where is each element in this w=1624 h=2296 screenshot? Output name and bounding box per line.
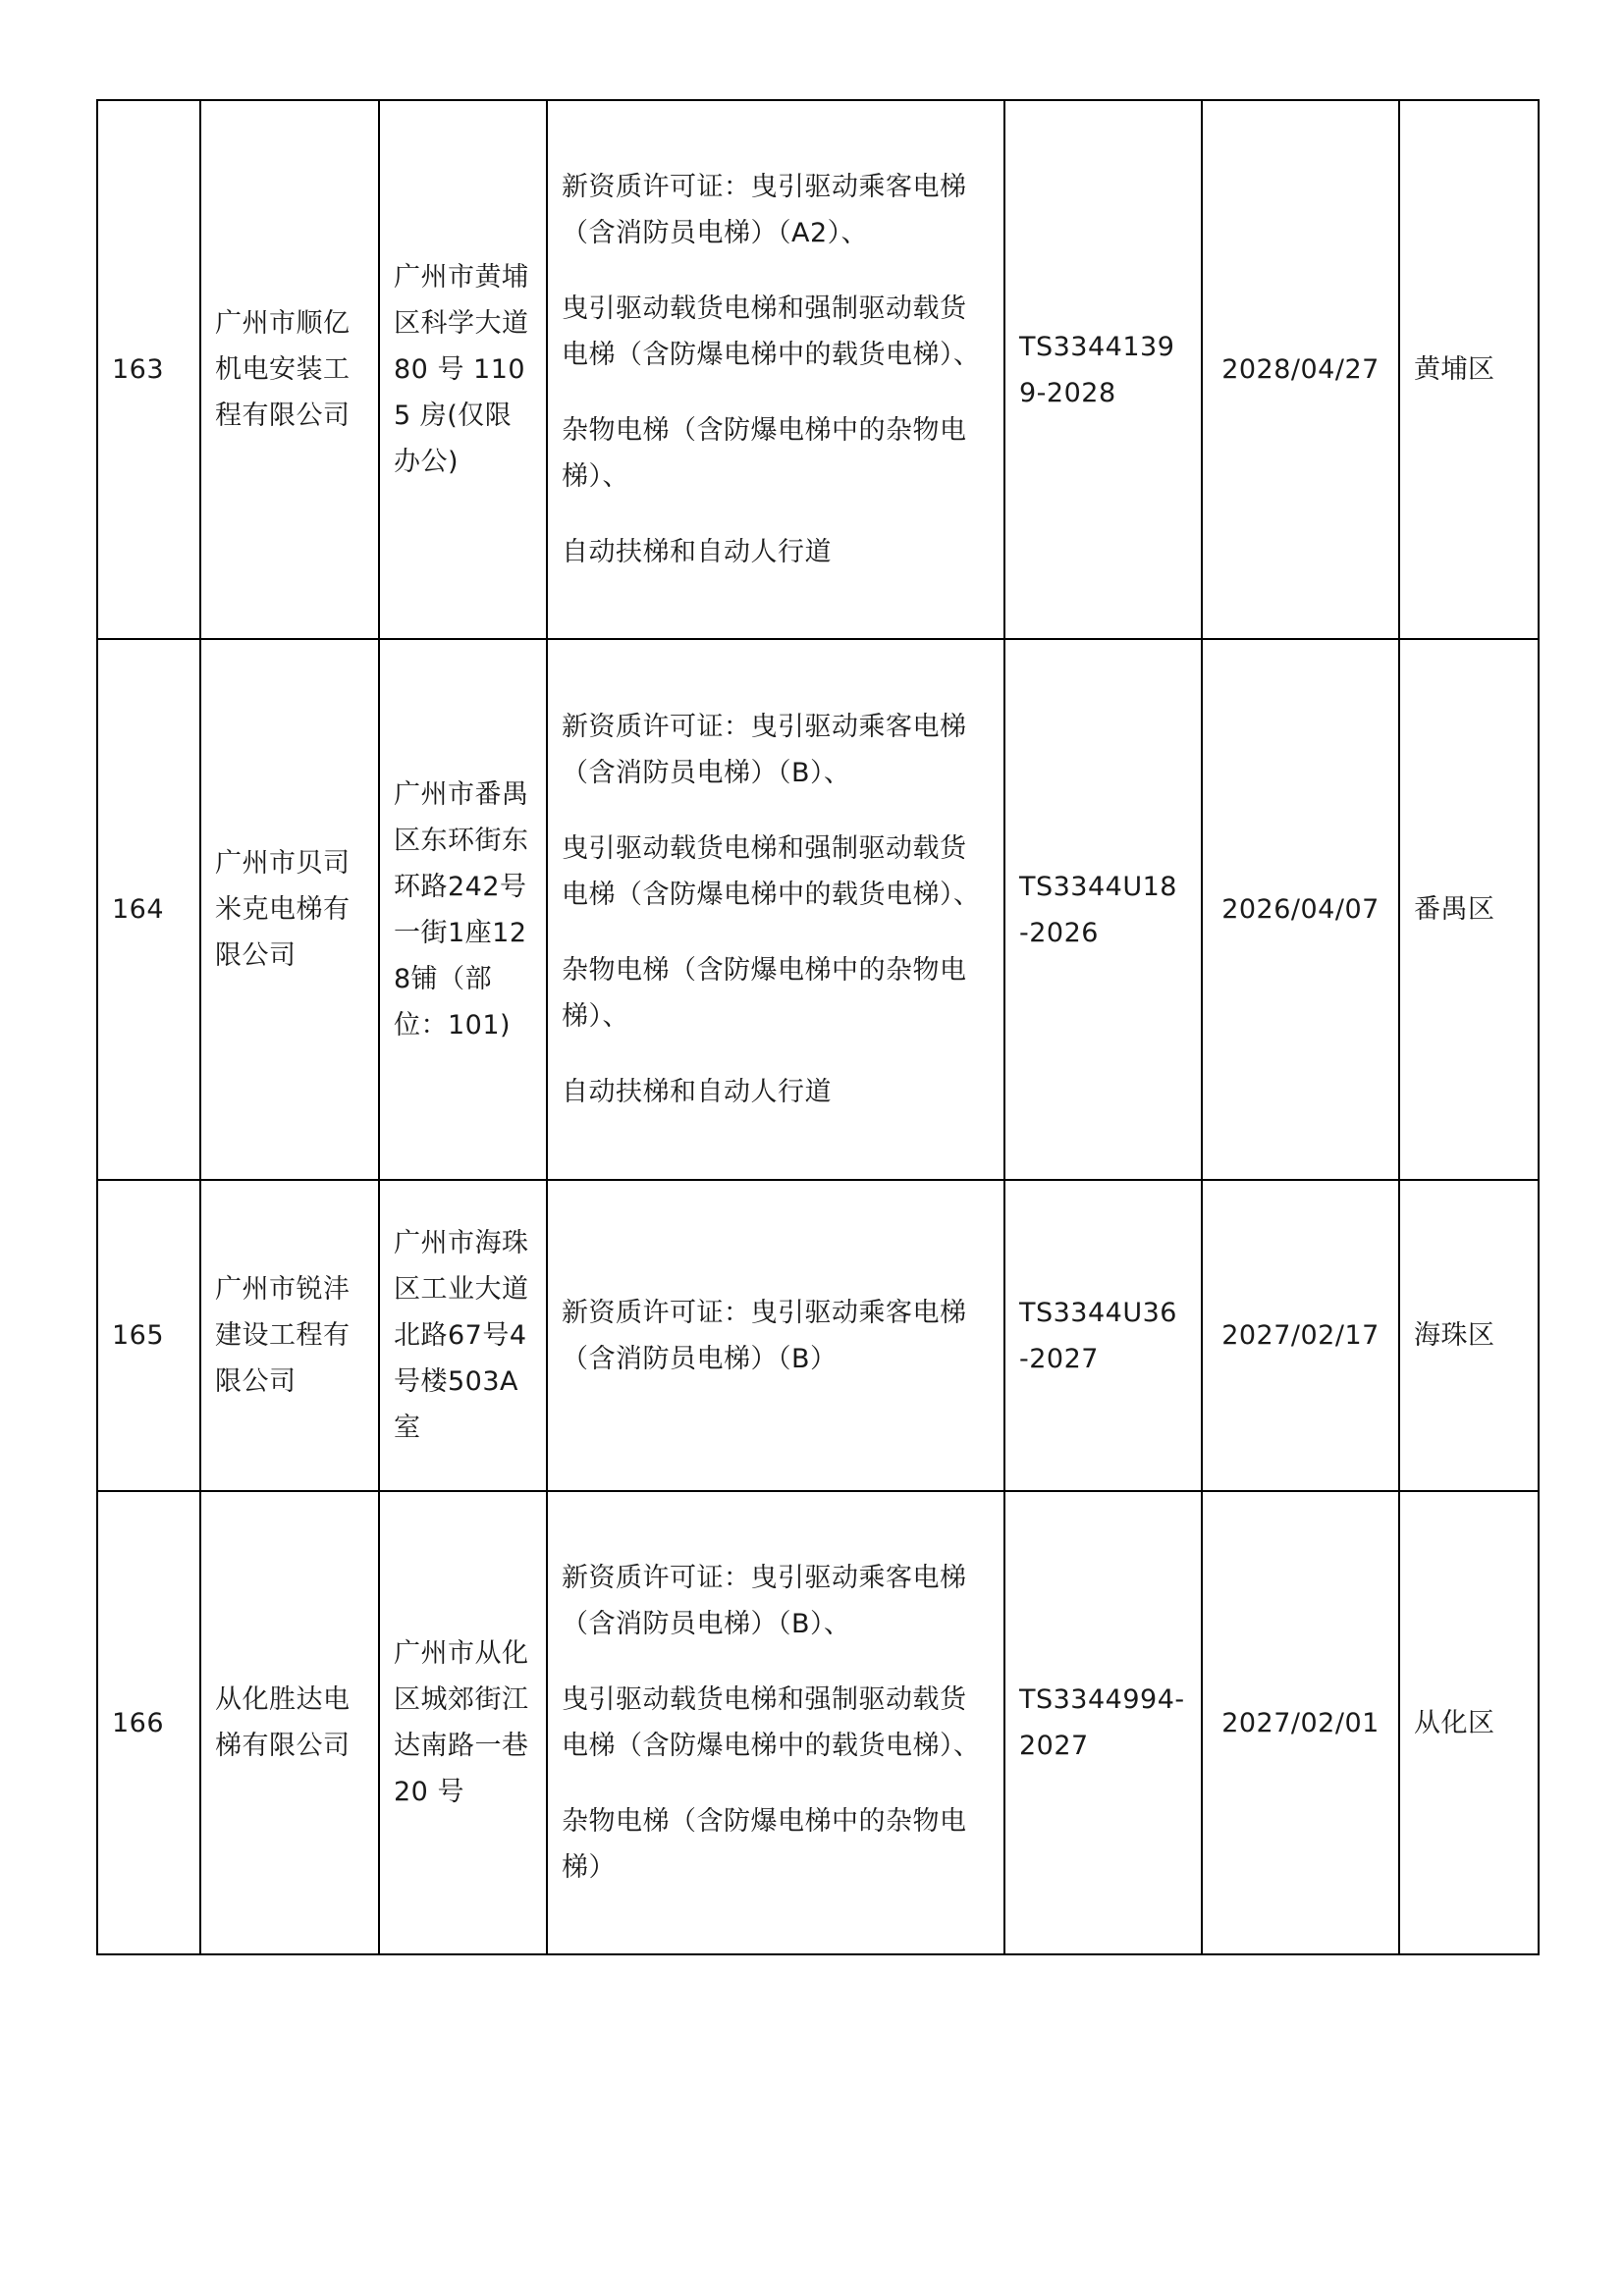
certificate-number: TS33441399-2028	[1004, 100, 1202, 639]
scope-item: 曳引驱动载货电梯和强制驱动载货电梯（含防爆电梯中的载货电梯）、	[562, 833, 981, 910]
scope-item: 杂物电梯（含防爆电梯中的杂物电梯）、	[562, 415, 967, 492]
row-number: 164	[97, 639, 200, 1180]
company-address: 广州市从化区城郊街江达南路一巷 20 号	[379, 1491, 547, 1954]
table-row	[97, 639, 1539, 1180]
company-name: 广州市贝司米克电梯有限公司	[200, 639, 379, 1180]
scope-item: 自动扶梯和自动人行道	[562, 1077, 832, 1107]
license-scope	[547, 639, 1004, 1180]
table-row	[97, 1180, 1539, 1491]
certificate-number: TS3344994-2027	[1004, 1491, 1202, 1954]
company-name: 广州市顺亿机电安装工程有限公司	[200, 100, 379, 639]
scope-item: 曳引驱动载货电梯和强制驱动载货电梯（含防爆电梯中的载货电梯）、	[562, 294, 981, 370]
scope-item: 曳引驱动载货电梯和强制驱动载货电梯（含防爆电梯中的载货电梯）、	[562, 1684, 981, 1761]
district: 从化区	[1399, 1491, 1539, 1954]
company-address: 广州市海珠区工业大道北路67号4号楼503A 室	[379, 1180, 547, 1491]
license-table	[96, 99, 1540, 1955]
license-scope	[547, 100, 1004, 639]
company-name: 从化胜达电梯有限公司	[200, 1491, 379, 1954]
row-number: 166	[97, 1491, 200, 1954]
district: 番禺区	[1399, 639, 1539, 1180]
company-name: 广州市锐沣建设工程有限公司	[200, 1180, 379, 1491]
table-row	[97, 1491, 1539, 1954]
certificate-number: TS3344U18-2026	[1004, 639, 1202, 1180]
license-scope	[547, 1491, 1004, 1954]
license-scope	[547, 1180, 1004, 1491]
scope-item: 自动扶梯和自动人行道	[562, 537, 832, 567]
scope-item: 新资质许可证：曳引驱动乘客电梯（含消防员电梯）（A2）、	[562, 172, 967, 248]
scope-item: 杂物电梯（含防爆电梯中的杂物电梯）、	[562, 955, 967, 1032]
row-number: 163	[97, 100, 200, 639]
district: 海珠区	[1399, 1180, 1539, 1491]
expiry-date: 2026/04/07	[1202, 639, 1399, 1180]
scope-item: 新资质许可证：曳引驱动乘客电梯（含消防员电梯）（B）、	[562, 712, 967, 788]
scope-item: 新资质许可证：曳引驱动乘客电梯（含消防员电梯）（B）	[562, 1297, 967, 1374]
expiry-date: 2027/02/01	[1202, 1491, 1399, 1954]
scope-item: 杂物电梯（含防爆电梯中的杂物电梯）	[562, 1806, 967, 1883]
company-address: 广州市黄埔区科学大道 80 号 1105 房(仅限办公)	[379, 100, 547, 639]
row-number: 165	[97, 1180, 200, 1491]
expiry-date: 2028/04/27	[1202, 100, 1399, 639]
district: 黄埔区	[1399, 100, 1539, 639]
expiry-date: 2027/02/17	[1202, 1180, 1399, 1491]
scope-item: 新资质许可证：曳引驱动乘客电梯（含消防员电梯）（B）、	[562, 1563, 967, 1639]
certificate-number: TS3344U36-2027	[1004, 1180, 1202, 1491]
table-row	[97, 100, 1539, 639]
company-address: 广州市番禺区东环街东环路242号一街1座128铺（部位：101)	[379, 639, 547, 1180]
